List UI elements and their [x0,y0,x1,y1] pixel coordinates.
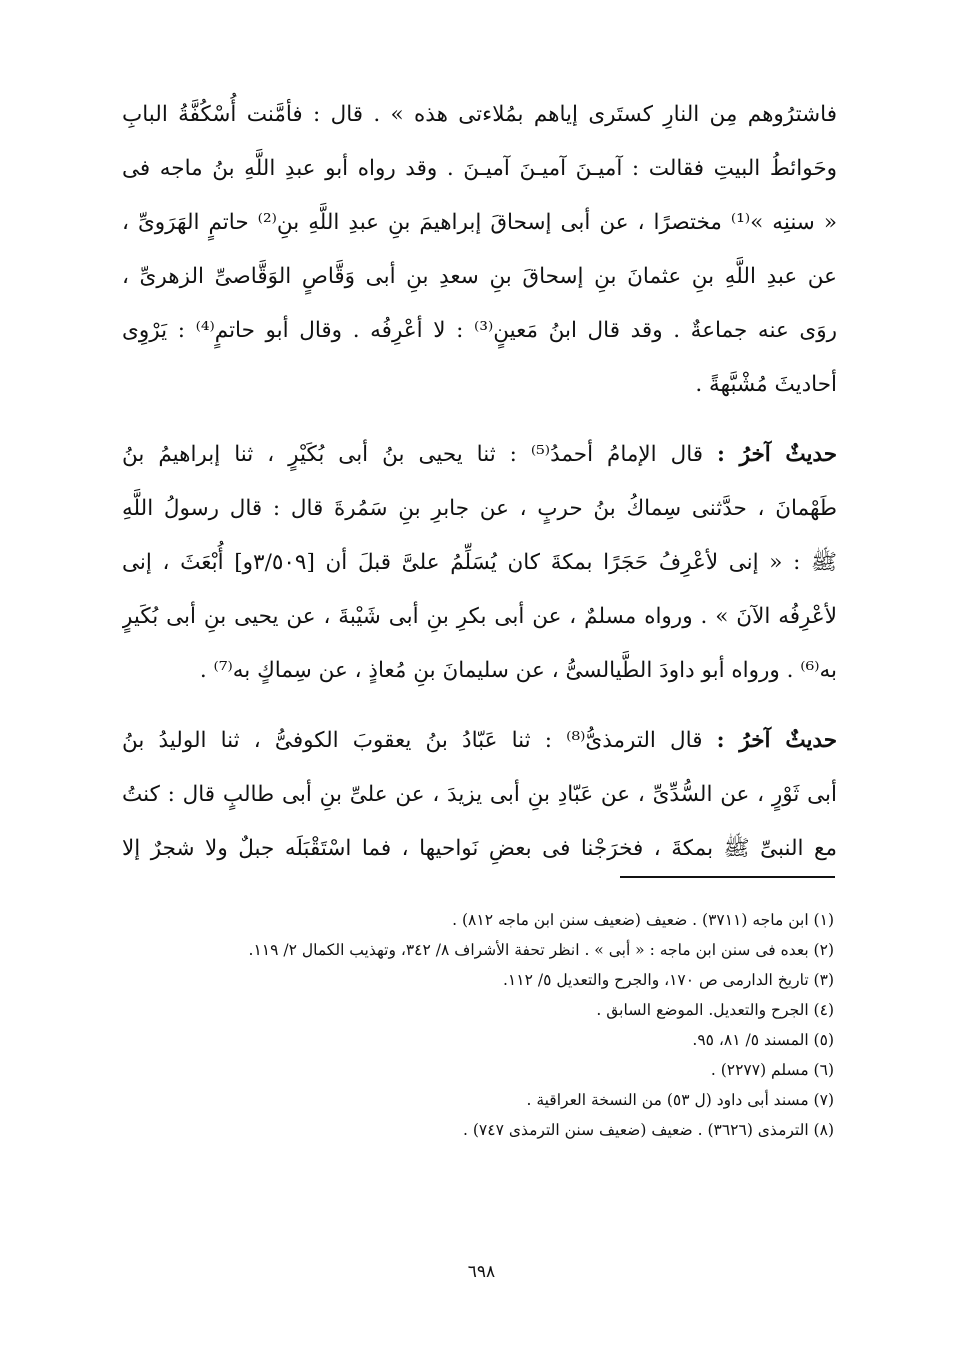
footnote: (٢) بعده فى سنن ابن ماجه : « أبى » . انظر تحفة الأشراف ٨/ ٣٤٢، وتهذيب الكمال ٢/ ١١٩. [248,941,834,959]
text-line: ﷺ : « إنى لأعْرِفُ حَجَرًا بمكةَ كان يُسَلِّمُ علىَّ قبلَ أن [٣/٥٠٩و] أُبْعَثَ ، إنى [122,550,837,575]
main-text [122,88,837,876]
text-line: مع النبىِّ ﷺ بمكةَ ، فخرَجْنا فى بعضِ نَواحيها ، فما اسْتَقْبَلَه جبلٌ ولا شجرٌ إلا [122,836,837,861]
footnote: (١) ابن ماجه (٣٧١١) . ضعيف (ضعيف سنن ابن ماجه ٨١٢) . [452,911,834,929]
footnotes [122,905,834,1145]
footnote: (٤) الجرح والتعديل. الموضع السابق . [596,1001,834,1019]
text-line: فاشترُوهم مِن النارِ كستَرى إياهم بمُلاءتى هذه » . قال : فأمَّنت أُسْكُفَّةُ البابِ [122,102,837,127]
footnote-divider [620,876,835,878]
paragraph [122,714,837,876]
footnote: (٣) تاريخ الدارمى ص ١٧٠، والجرح والتعديل ٥/ ١١٢. [502,971,834,989]
text-line: به⁽⁶⁾ . ورواه أبو داودَ الطَّيالسىُّ ، عن سليمانَ بنِ مُعاذٍ ، عن سِماكٍ به⁽⁷⁾ . [199,658,837,683]
text-line: أبى ثَوْرٍ ، عن السُّدِّىِّ ، عن عَبّادِ بنِ أبى يزيدَ ، عن علىِّ بنِ أبى طالبٍ قال : كنتُ [122,782,837,807]
text-line: طَهْمانَ ، حدَّثنى سِماكُ بنُ حربٍ ، عن جابرِ بنِ سَمُرةَ قال : قال رسولُ اللَّهِ [122,496,837,521]
paragraph-gap [122,698,837,714]
paragraph [122,428,837,698]
footnote: (٥) المسند ٥/ ٨١، ٩٥. [692,1031,834,1049]
footnote: (٦) مسلم (٢٢٧٧) . [710,1061,834,1079]
text-span: قال الترمذىُّ⁽⁸⁾ : ثنا عَبّادُ بنُ يعقوبَ الكوفىُّ ، ثنا الوليدُ بنُ [122,728,717,753]
text-line [122,714,837,768]
paragraph-lead: حديثٌ آخرُ : [716,728,837,753]
text-span: قال الإمامُ أحمدُ⁽⁵⁾ : ثنا يحيى بنُ أبى بُكَيْرٍ ، ثنا إبراهيمُ بنُ [122,442,718,467]
page-number: ٦٩٨ [467,1262,496,1282]
footnote: (٨) الترمذى (٣٦٢٦) . ضعيف (ضعيف سنن الترمذى ٧٤٧) . [463,1121,834,1139]
paragraph [122,88,837,412]
text-line: روَى عنه جماعةٌ . وقد قال ابنُ مَعينٍ⁽³⁾ : لا أعْرِفُه . وقال أبو حاتمٍ⁽⁴⁾ : يَرْوِى [122,318,837,343]
text-line: لأعْرِفُه الآنَ » . ورواه مسلمٌ ، عن أبى بكرِ بنِ أبى شَيْبةَ ، عن يحيى بنِ أبى بُكَيرٍ [122,604,837,629]
paragraph-lead: حديثٌ آخرُ : [717,442,837,467]
text-line: « سننِه »⁽¹⁾ مختصرًا ، عن أبى إسحاقَ إبراهيمَ بنِ عبدِ اللَّهِ بنِ⁽²⁾ حاتمٍ الهَرَوىِّ ، [122,210,837,235]
footnote: (٧) مسند أبى داود (ل ٥٣) من النسخة العراقية . [526,1091,834,1109]
text-line: أحاديثَ مُشْبَّهةً . [695,372,837,397]
text-line: وحَوائطُ البيتِ فقالت : آميـنَ آميـنَ آميـنَ . وقد رواه أبو عبدِ اللَّهِ بنُ ماجه فى [122,156,837,181]
text-line: عن عبدِ اللَّهِ بنِ عثمانَ بنِ إسحاقَ بنِ سعدِ بنِ أبى وَقَّاصٍ الوَقَّاصىِّ الزهرىِّ ، [122,264,837,289]
paragraph-gap [122,412,837,428]
text-line [122,428,837,482]
